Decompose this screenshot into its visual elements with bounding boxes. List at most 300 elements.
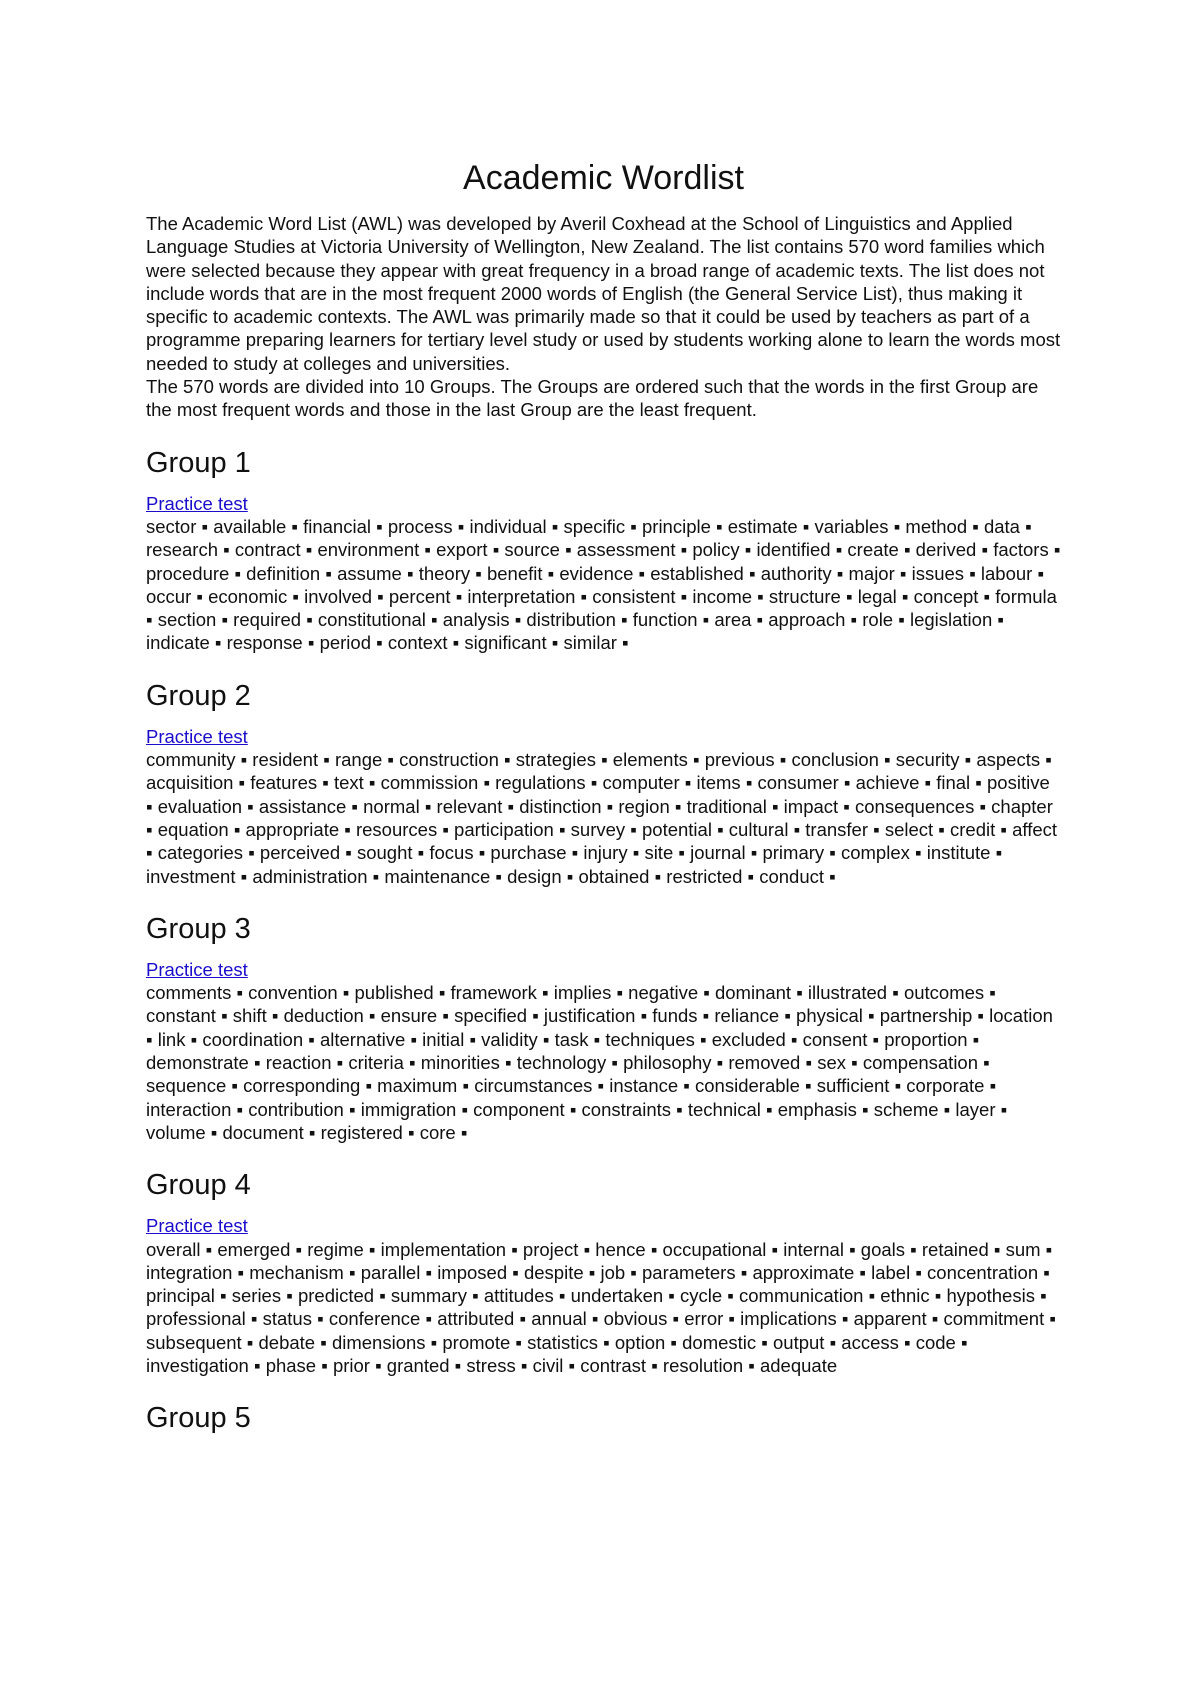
word-separator: ▪	[466, 1285, 484, 1307]
word-item: individual	[469, 515, 547, 537]
word-item: established	[650, 562, 744, 584]
word-item: goals	[860, 1238, 906, 1260]
word-separator: ▪	[955, 1331, 968, 1353]
word-item: deduction	[283, 1005, 364, 1027]
word-separator: ▪	[905, 1238, 922, 1260]
word-item: transfer	[805, 818, 868, 840]
word-item: convention	[248, 982, 338, 1004]
word-item: internal	[783, 1238, 844, 1260]
word-separator: ▪	[742, 865, 760, 887]
word-separator: ▪	[845, 609, 863, 631]
word-item: journal	[690, 842, 746, 864]
word-item: considerable	[695, 1075, 800, 1097]
intro-section	[146, 212, 1061, 422]
group-heading: Group 4	[146, 1169, 251, 1202]
word-item: attitudes	[483, 1285, 554, 1307]
word-item: role	[862, 609, 894, 631]
practice-test-link[interactable]: Practice test	[146, 1215, 248, 1237]
word-separator: ▪	[243, 842, 260, 864]
word-item: design	[507, 865, 562, 887]
word-item: sex	[817, 1052, 846, 1074]
word-separator: ▪	[766, 1238, 784, 1260]
word-list	[146, 748, 1061, 888]
word-item: process	[387, 515, 453, 537]
word-separator: ▪	[420, 1308, 438, 1330]
word-separator: ▪	[601, 795, 619, 817]
word-item: debate	[258, 1331, 316, 1353]
word-separator: ▪	[840, 585, 858, 607]
word-item: coordination	[202, 1028, 304, 1050]
word-item: attributed	[437, 1308, 515, 1330]
word-separator: ▪	[1040, 749, 1052, 771]
word-item: label	[871, 1261, 911, 1283]
word-item: demonstrate	[146, 1052, 249, 1074]
word-item: traditional	[686, 795, 767, 817]
word-item: acquisition	[146, 772, 234, 794]
word-separator: ▪	[862, 1005, 880, 1027]
word-item: items	[696, 772, 741, 794]
word-item: subsequent	[146, 1331, 242, 1353]
word-separator: ▪	[527, 1005, 544, 1027]
group-section	[146, 912, 1061, 1144]
word-separator: ▪	[233, 772, 251, 794]
word-item: similar	[563, 632, 617, 654]
word-item: predicted	[297, 1285, 375, 1307]
word-item: series	[231, 1285, 282, 1307]
word-item: compensation	[862, 1052, 979, 1074]
word-separator: ▪	[711, 1052, 729, 1074]
word-item: framework	[450, 982, 537, 1004]
word-item: maintenance	[384, 865, 491, 887]
word-separator: ▪	[756, 1331, 773, 1353]
word-separator: ▪	[665, 1331, 683, 1353]
word-item: affect	[1012, 818, 1058, 840]
word-separator: ▪	[369, 1354, 387, 1376]
word-separator: ▪	[487, 539, 505, 561]
word-item: contribution	[248, 1098, 344, 1120]
group-heading: Group 5	[146, 1402, 251, 1435]
word-item: circumstances	[474, 1075, 593, 1097]
word-item: interaction	[146, 1098, 232, 1120]
group-section	[146, 1401, 1061, 1435]
practice-test-link[interactable]: Practice test	[146, 725, 248, 747]
word-item: commitment	[943, 1308, 1045, 1330]
word-separator: ▪	[449, 1354, 467, 1376]
word-separator: ▪	[374, 1285, 391, 1307]
word-separator: ▪	[542, 562, 560, 584]
word-item: despite	[523, 1261, 584, 1283]
word-item: removed	[728, 1052, 801, 1074]
word-separator: ▪	[710, 515, 728, 537]
word-item: philosophy	[623, 1052, 712, 1074]
word-separator: ▪	[303, 1028, 320, 1050]
word-item: approximate	[752, 1261, 855, 1283]
word-item: create	[847, 539, 899, 561]
word-separator: ▪	[616, 632, 629, 654]
word-item: option	[614, 1331, 666, 1353]
word-separator: ▪	[1034, 1285, 1047, 1307]
word-separator: ▪	[563, 1354, 581, 1376]
word-item: consumer	[757, 772, 839, 794]
word-item: job	[600, 1261, 626, 1283]
word-separator: ▪	[510, 1331, 528, 1353]
word-item: assume	[337, 562, 402, 584]
word-item: text	[333, 772, 364, 794]
word-separator: ▪	[561, 865, 579, 887]
word-separator: ▪	[455, 1121, 468, 1143]
word-item: regime	[307, 1238, 364, 1260]
word-item: sought	[356, 842, 413, 864]
word-item: achieve	[855, 772, 920, 794]
word-separator: ▪	[967, 1028, 980, 1050]
word-separator: ▪	[402, 1121, 420, 1143]
word-separator: ▪	[301, 609, 318, 631]
word-separator: ▪	[559, 539, 577, 561]
word-item: evaluation	[157, 795, 243, 817]
document-page	[146, 158, 1061, 1447]
word-separator: ▪	[412, 842, 430, 864]
word-item: region	[618, 795, 670, 817]
word-item: export	[436, 539, 488, 561]
word-item: contrast	[580, 1354, 647, 1376]
word-item: initial	[422, 1028, 465, 1050]
word-item: identified	[756, 539, 831, 561]
word-separator: ▪	[286, 515, 304, 537]
word-item: theory	[418, 562, 471, 584]
word-list	[146, 515, 1061, 655]
word-separator: ▪	[515, 1354, 533, 1376]
word-separator: ▪	[248, 1052, 266, 1074]
word-item: area	[714, 609, 752, 631]
word-separator: ▪	[675, 539, 693, 561]
word-separator: ▪	[800, 1052, 818, 1074]
word-separator: ▪	[992, 609, 1004, 631]
word-item: technology	[516, 1052, 607, 1074]
word-item: layer	[955, 1098, 996, 1120]
word-item: benefit	[486, 562, 543, 584]
word-item: factors	[993, 539, 1049, 561]
word-separator: ▪	[403, 1052, 421, 1074]
word-separator: ▪	[898, 539, 916, 561]
word-separator: ▪	[854, 1261, 872, 1283]
word-separator: ▪	[507, 1261, 524, 1283]
word-item: research	[146, 539, 218, 561]
word-item: maximum	[377, 1075, 458, 1097]
word-separator: ▪	[830, 539, 848, 561]
word-separator: ▪	[735, 1261, 753, 1283]
word-separator: ▪	[499, 1052, 517, 1074]
word-item: error	[684, 1308, 724, 1330]
word-separator: ▪	[420, 1261, 438, 1283]
word-item: legal	[857, 585, 897, 607]
word-separator: ▪	[878, 749, 896, 771]
word-item: validity	[481, 1028, 538, 1050]
word-separator: ▪	[797, 515, 815, 537]
word-item: obtained	[578, 865, 650, 887]
word-item: sum	[1005, 1238, 1041, 1260]
word-item: interpretation	[467, 585, 576, 607]
word-item: participation	[454, 818, 554, 840]
word-separator: ▪	[245, 1308, 263, 1330]
word-item: commission	[380, 772, 479, 794]
word-item: physical	[796, 1005, 863, 1027]
word-separator: ▪	[536, 982, 554, 1004]
word-separator: ▪	[919, 772, 937, 794]
word-separator: ▪	[537, 1028, 555, 1050]
word-item: access	[841, 1331, 899, 1353]
word-separator: ▪	[229, 562, 247, 584]
word-separator: ▪	[564, 1098, 582, 1120]
word-separator: ▪	[372, 585, 389, 607]
word-separator: ▪	[868, 818, 885, 840]
word-item: specified	[454, 1005, 528, 1027]
word-item: immigration	[360, 1098, 457, 1120]
word-item: dimensions	[331, 1331, 426, 1353]
word-item: registered	[320, 1121, 403, 1143]
word-item: data	[983, 515, 1020, 537]
word-separator: ▪	[824, 865, 836, 887]
word-item: authority	[760, 562, 832, 584]
word-item: granted	[386, 1354, 450, 1376]
word-separator: ▪	[316, 1354, 333, 1376]
word-item: equation	[157, 818, 229, 840]
word-separator: ▪	[287, 585, 305, 607]
word-item: analysis	[442, 609, 510, 631]
word-separator: ▪	[553, 818, 571, 840]
word-separator: ▪	[200, 1238, 218, 1260]
word-item: implications	[740, 1308, 837, 1330]
word-separator: ▪	[669, 795, 687, 817]
word-separator: ▪	[214, 1285, 232, 1307]
word-separator: ▪	[743, 562, 761, 584]
word-item: construction	[399, 749, 499, 771]
word-item: conduct	[759, 865, 825, 887]
word-item: statistics	[527, 1331, 599, 1353]
word-separator: ▪	[586, 1308, 604, 1330]
word-item: distribution	[526, 609, 616, 631]
word-item: cultural	[728, 818, 789, 840]
word-separator: ▪	[698, 982, 715, 1004]
word-item: overall	[146, 1238, 201, 1260]
word-item: professional	[146, 1308, 246, 1330]
word-separator: ▪	[205, 1121, 223, 1143]
word-item: purchase	[490, 842, 567, 864]
word-item: component	[473, 1098, 565, 1120]
word-separator: ▪	[419, 795, 437, 817]
word-separator: ▪	[452, 515, 470, 537]
word-item: outcomes	[903, 982, 985, 1004]
word-separator: ▪	[970, 772, 988, 794]
word-item: source	[504, 539, 560, 561]
word-item: conclusion	[791, 749, 879, 771]
word-separator: ▪	[592, 1075, 610, 1097]
word-separator: ▪	[216, 609, 234, 631]
word-item: period	[319, 632, 371, 654]
word-separator: ▪	[687, 749, 705, 771]
word-separator: ▪	[473, 842, 491, 864]
word-item: primary	[762, 842, 825, 864]
practice-test-link[interactable]: Practice test	[146, 958, 248, 980]
word-item: parallel	[360, 1261, 421, 1283]
word-item: phase	[265, 1354, 317, 1376]
word-item: resources	[355, 818, 438, 840]
word-separator: ▪	[978, 585, 996, 607]
word-item: stress	[466, 1354, 516, 1376]
word-separator: ▪	[933, 818, 951, 840]
word-separator: ▪	[215, 1005, 233, 1027]
word-item: technical	[687, 1098, 761, 1120]
word-separator: ▪	[697, 609, 715, 631]
word-item: apparent	[853, 1308, 927, 1330]
word-item: shift	[232, 1005, 267, 1027]
word-item: constraints	[581, 1098, 672, 1120]
practice-test-link[interactable]: Practice test	[146, 492, 248, 514]
word-item: proportion	[884, 1028, 968, 1050]
word-item: indicate	[146, 632, 210, 654]
word-item: formula	[995, 585, 1057, 607]
word-separator: ▪	[751, 609, 769, 631]
word-item: site	[644, 842, 674, 864]
word-item: issues	[911, 562, 965, 584]
word-separator: ▪	[437, 1005, 455, 1027]
word-item: percent	[388, 585, 451, 607]
word-item: implies	[553, 982, 612, 1004]
word-item: instance	[609, 1075, 679, 1097]
word-item: assistance	[258, 795, 347, 817]
word-separator: ▪	[722, 1285, 740, 1307]
word-item: investigation	[146, 1354, 249, 1376]
word-item: survey	[570, 818, 626, 840]
word-item: corresponding	[243, 1075, 361, 1097]
word-separator: ▪	[863, 1285, 881, 1307]
word-separator: ▪	[300, 539, 318, 561]
word-separator: ▪	[984, 1075, 997, 1097]
group-section	[146, 446, 1061, 655]
word-item: perceived	[259, 842, 341, 864]
word-separator: ▪	[146, 818, 158, 840]
word-separator: ▪	[363, 1005, 381, 1027]
word-item: undertaken	[570, 1285, 664, 1307]
word-item: reaction	[265, 1052, 332, 1074]
word-item: range	[334, 749, 383, 771]
group-section	[146, 1168, 1061, 1377]
word-separator: ▪	[743, 1354, 760, 1376]
word-separator: ▪	[478, 772, 496, 794]
word-separator: ▪	[625, 1261, 643, 1283]
word-item: policy	[692, 539, 740, 561]
word-separator: ▪	[711, 818, 729, 840]
word-item: illustrated	[807, 982, 888, 1004]
word-separator: ▪	[635, 1005, 653, 1027]
word-separator: ▪	[831, 562, 849, 584]
word-separator: ▪	[320, 562, 338, 584]
word-separator: ▪	[185, 1028, 203, 1050]
word-item: status	[262, 1308, 312, 1330]
word-separator: ▪	[984, 982, 996, 1004]
word-separator: ▪	[791, 982, 808, 1004]
word-item: document	[222, 1121, 304, 1143]
word-item: method	[905, 515, 968, 537]
word-separator: ▪	[231, 1098, 249, 1120]
word-separator: ▪	[146, 842, 158, 864]
word-separator: ▪	[311, 1308, 329, 1330]
word-separator: ▪	[228, 818, 246, 840]
word-item: corporate	[906, 1075, 985, 1097]
word-item: alternative	[319, 1028, 406, 1050]
word-item: emphasis	[777, 1098, 857, 1120]
word-item: labour	[980, 562, 1033, 584]
word-item: justification	[543, 1005, 636, 1027]
group-section	[146, 679, 1061, 888]
word-separator: ▪	[209, 632, 227, 654]
word-item: distinction	[519, 795, 602, 817]
word-separator: ▪	[281, 1285, 298, 1307]
word-separator: ▪	[867, 1028, 885, 1050]
word-separator: ▪	[1019, 515, 1032, 537]
word-item: structure	[768, 585, 841, 607]
word-item: emerged	[217, 1238, 291, 1260]
word-separator: ▪	[667, 1308, 685, 1330]
word-item: communication	[739, 1285, 864, 1307]
word-separator: ▪	[509, 609, 527, 631]
word-separator: ▪	[972, 1005, 990, 1027]
word-separator: ▪	[546, 515, 564, 537]
word-separator: ▪	[566, 842, 584, 864]
word-separator: ▪	[419, 539, 437, 561]
word-separator: ▪	[196, 515, 214, 537]
group-heading: Group 3	[146, 912, 251, 945]
word-separator: ▪	[673, 842, 691, 864]
word-separator: ▪	[788, 818, 806, 840]
word-item: reliance	[714, 1005, 780, 1027]
word-separator: ▪	[606, 1052, 624, 1074]
word-item: consequences	[855, 795, 975, 817]
word-separator: ▪	[697, 1005, 715, 1027]
word-separator: ▪	[645, 1238, 663, 1260]
word-separator: ▪	[694, 1028, 712, 1050]
word-item: principal	[146, 1285, 215, 1307]
word-item: specific	[563, 515, 626, 537]
word-separator: ▪	[938, 1098, 956, 1120]
word-separator: ▪	[331, 1052, 349, 1074]
word-separator: ▪	[967, 515, 984, 537]
word-item: function	[632, 609, 698, 631]
word-item: domestic	[682, 1331, 757, 1353]
word-item: security	[895, 749, 960, 771]
word-item: procedure	[146, 562, 230, 584]
word-item: output	[773, 1331, 825, 1353]
group-heading: Group 2	[146, 679, 251, 712]
word-item: occupational	[662, 1238, 767, 1260]
word-item: complex	[840, 842, 910, 864]
word-item: published	[354, 982, 434, 1004]
word-item: retained	[921, 1238, 989, 1260]
word-separator: ▪	[490, 865, 508, 887]
word-item: select	[884, 818, 934, 840]
word-separator: ▪	[371, 632, 388, 654]
word-separator: ▪	[585, 772, 603, 794]
word-separator: ▪	[425, 1331, 443, 1353]
word-separator: ▪	[146, 609, 158, 631]
word-separator: ▪	[752, 585, 769, 607]
word-separator: ▪	[995, 1098, 1008, 1120]
word-separator: ▪	[337, 982, 355, 1004]
word-separator: ▪	[625, 818, 642, 840]
word-item: mechanism	[249, 1261, 344, 1283]
word-item: computer	[602, 772, 680, 794]
word-item: cycle	[680, 1285, 723, 1307]
word-separator: ▪	[588, 1028, 606, 1050]
